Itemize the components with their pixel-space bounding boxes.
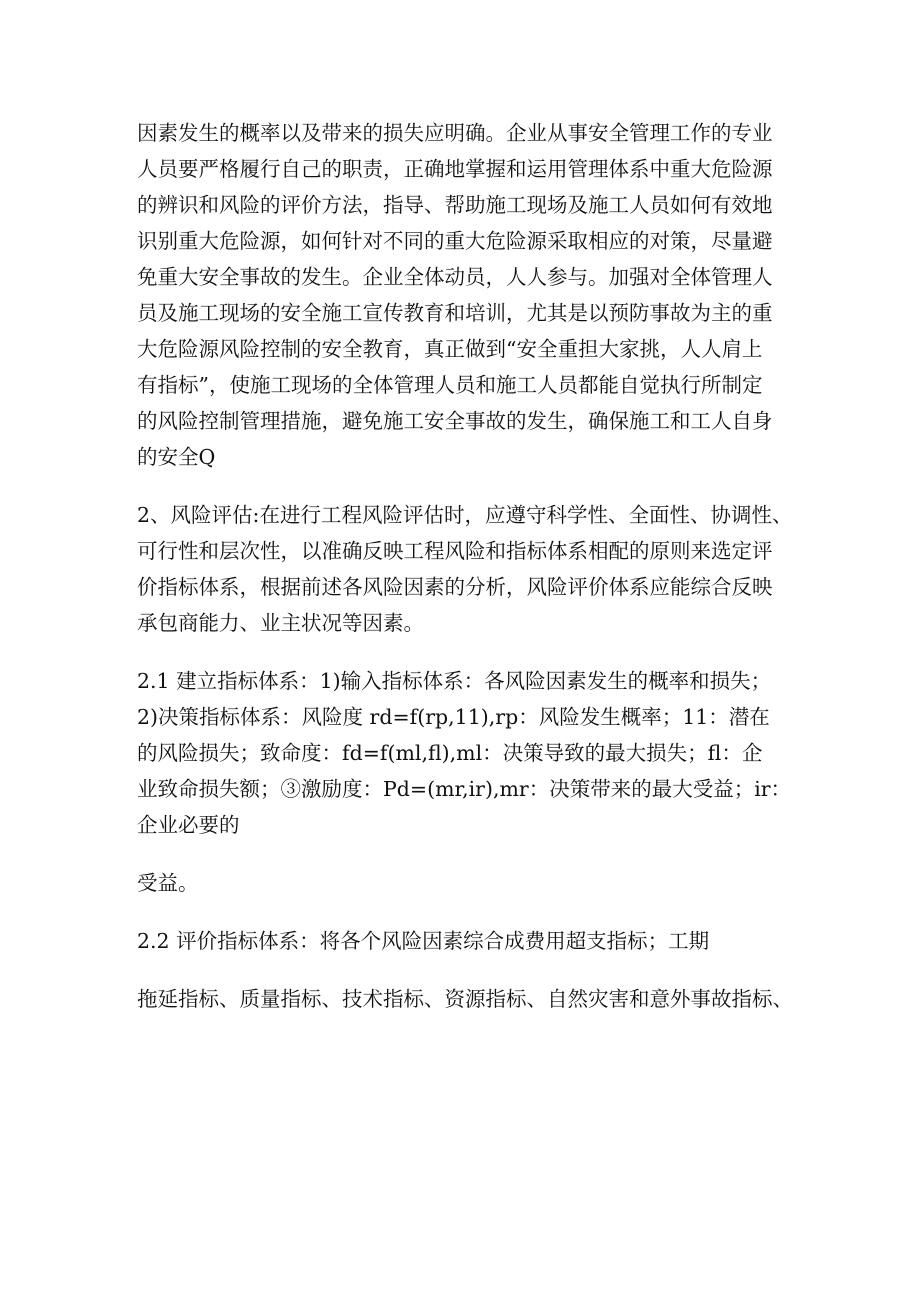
document-body xyxy=(137,115,793,1017)
text-line: 企业必要的 xyxy=(137,813,240,837)
text-line: 业致命损失额；③激励度：Pd=(mr,ir),mr：决策带来的最大受益；ir： xyxy=(137,777,792,801)
text-line: 人员要严格履行自己的职责，正确地掌握和运用管理体系中重大危险源 xyxy=(137,157,773,181)
text-line: 受益。 xyxy=(137,871,199,895)
text-line: 拖延指标、质量指标、技术指标、资源指标、自然灾害和意外事故指标、 xyxy=(137,987,793,1011)
paragraph-index-system xyxy=(137,663,792,843)
text-line: 的安全Q xyxy=(137,445,216,469)
text-line: 的风险损失；致命度：fd=f(ml,fl),ml：决策导致的最大损失；fl：企 xyxy=(137,741,763,765)
paragraph-benefit xyxy=(137,865,787,901)
text-line: 识别重大危险源，如何针对不同的重大危险源采取相应的对策，尽量避 xyxy=(137,229,773,253)
text-line: 因素发生的概率以及带来的损失应明确。企业从事安全管理工作的专业 xyxy=(137,121,773,145)
paragraph-evaluation-index xyxy=(137,923,787,959)
text-line: 价指标体系，根据前述各风险因素的分析，风险评价体系应能综合反映 xyxy=(137,575,773,599)
text-line: 有指标”，使施工现场的全体管理人员和施工人员都能自觉执行所制定 xyxy=(137,373,763,397)
text-line: 2.1 建立指标体系：1)输入指标体系：各风险因素发生的概率和损失； xyxy=(137,669,772,693)
text-line: 承包商能力、业主状况等因素。 xyxy=(137,611,424,635)
text-line: 员及施工现场的安全施工宣传教育和培训，尤其是以预防事故为主的重 xyxy=(137,301,773,325)
text-line: 大危险源风险控制的安全教育，真正做到“安全重担大家挑，人人肩上 xyxy=(137,337,763,361)
text-line: 免重大安全事故的发生。企业全体动员，人人参与。加强对全体管理人 xyxy=(137,265,773,289)
text-line: 2.2 评价指标体系：将各个风险因素综合成费用超支指标；工期 xyxy=(137,929,710,953)
text-line: 的风险控制管理措施，避免施工安全事故的发生，确保施工和工人自身 xyxy=(137,409,773,433)
text-line: 2)决策指标体系：风险度 rd=f(rp,11),rp：风险发生概率；11：潜在 xyxy=(137,705,770,729)
paragraph-risk-assessment xyxy=(137,497,793,641)
paragraph-risk-management xyxy=(137,115,787,475)
text-line: 2、风险评估:在进行工程风险评估时，应遵守科学性、全面性、协调性、 xyxy=(137,503,793,527)
text-line: 可行性和层次性，以准确反映工程风险和指标体系相配的原则来选定评 xyxy=(137,539,773,563)
text-line: 的辨识和风险的评价方法，指导、帮助施工现场及施工人员如何有效地 xyxy=(137,193,773,217)
paragraph-index-list xyxy=(137,981,793,1017)
